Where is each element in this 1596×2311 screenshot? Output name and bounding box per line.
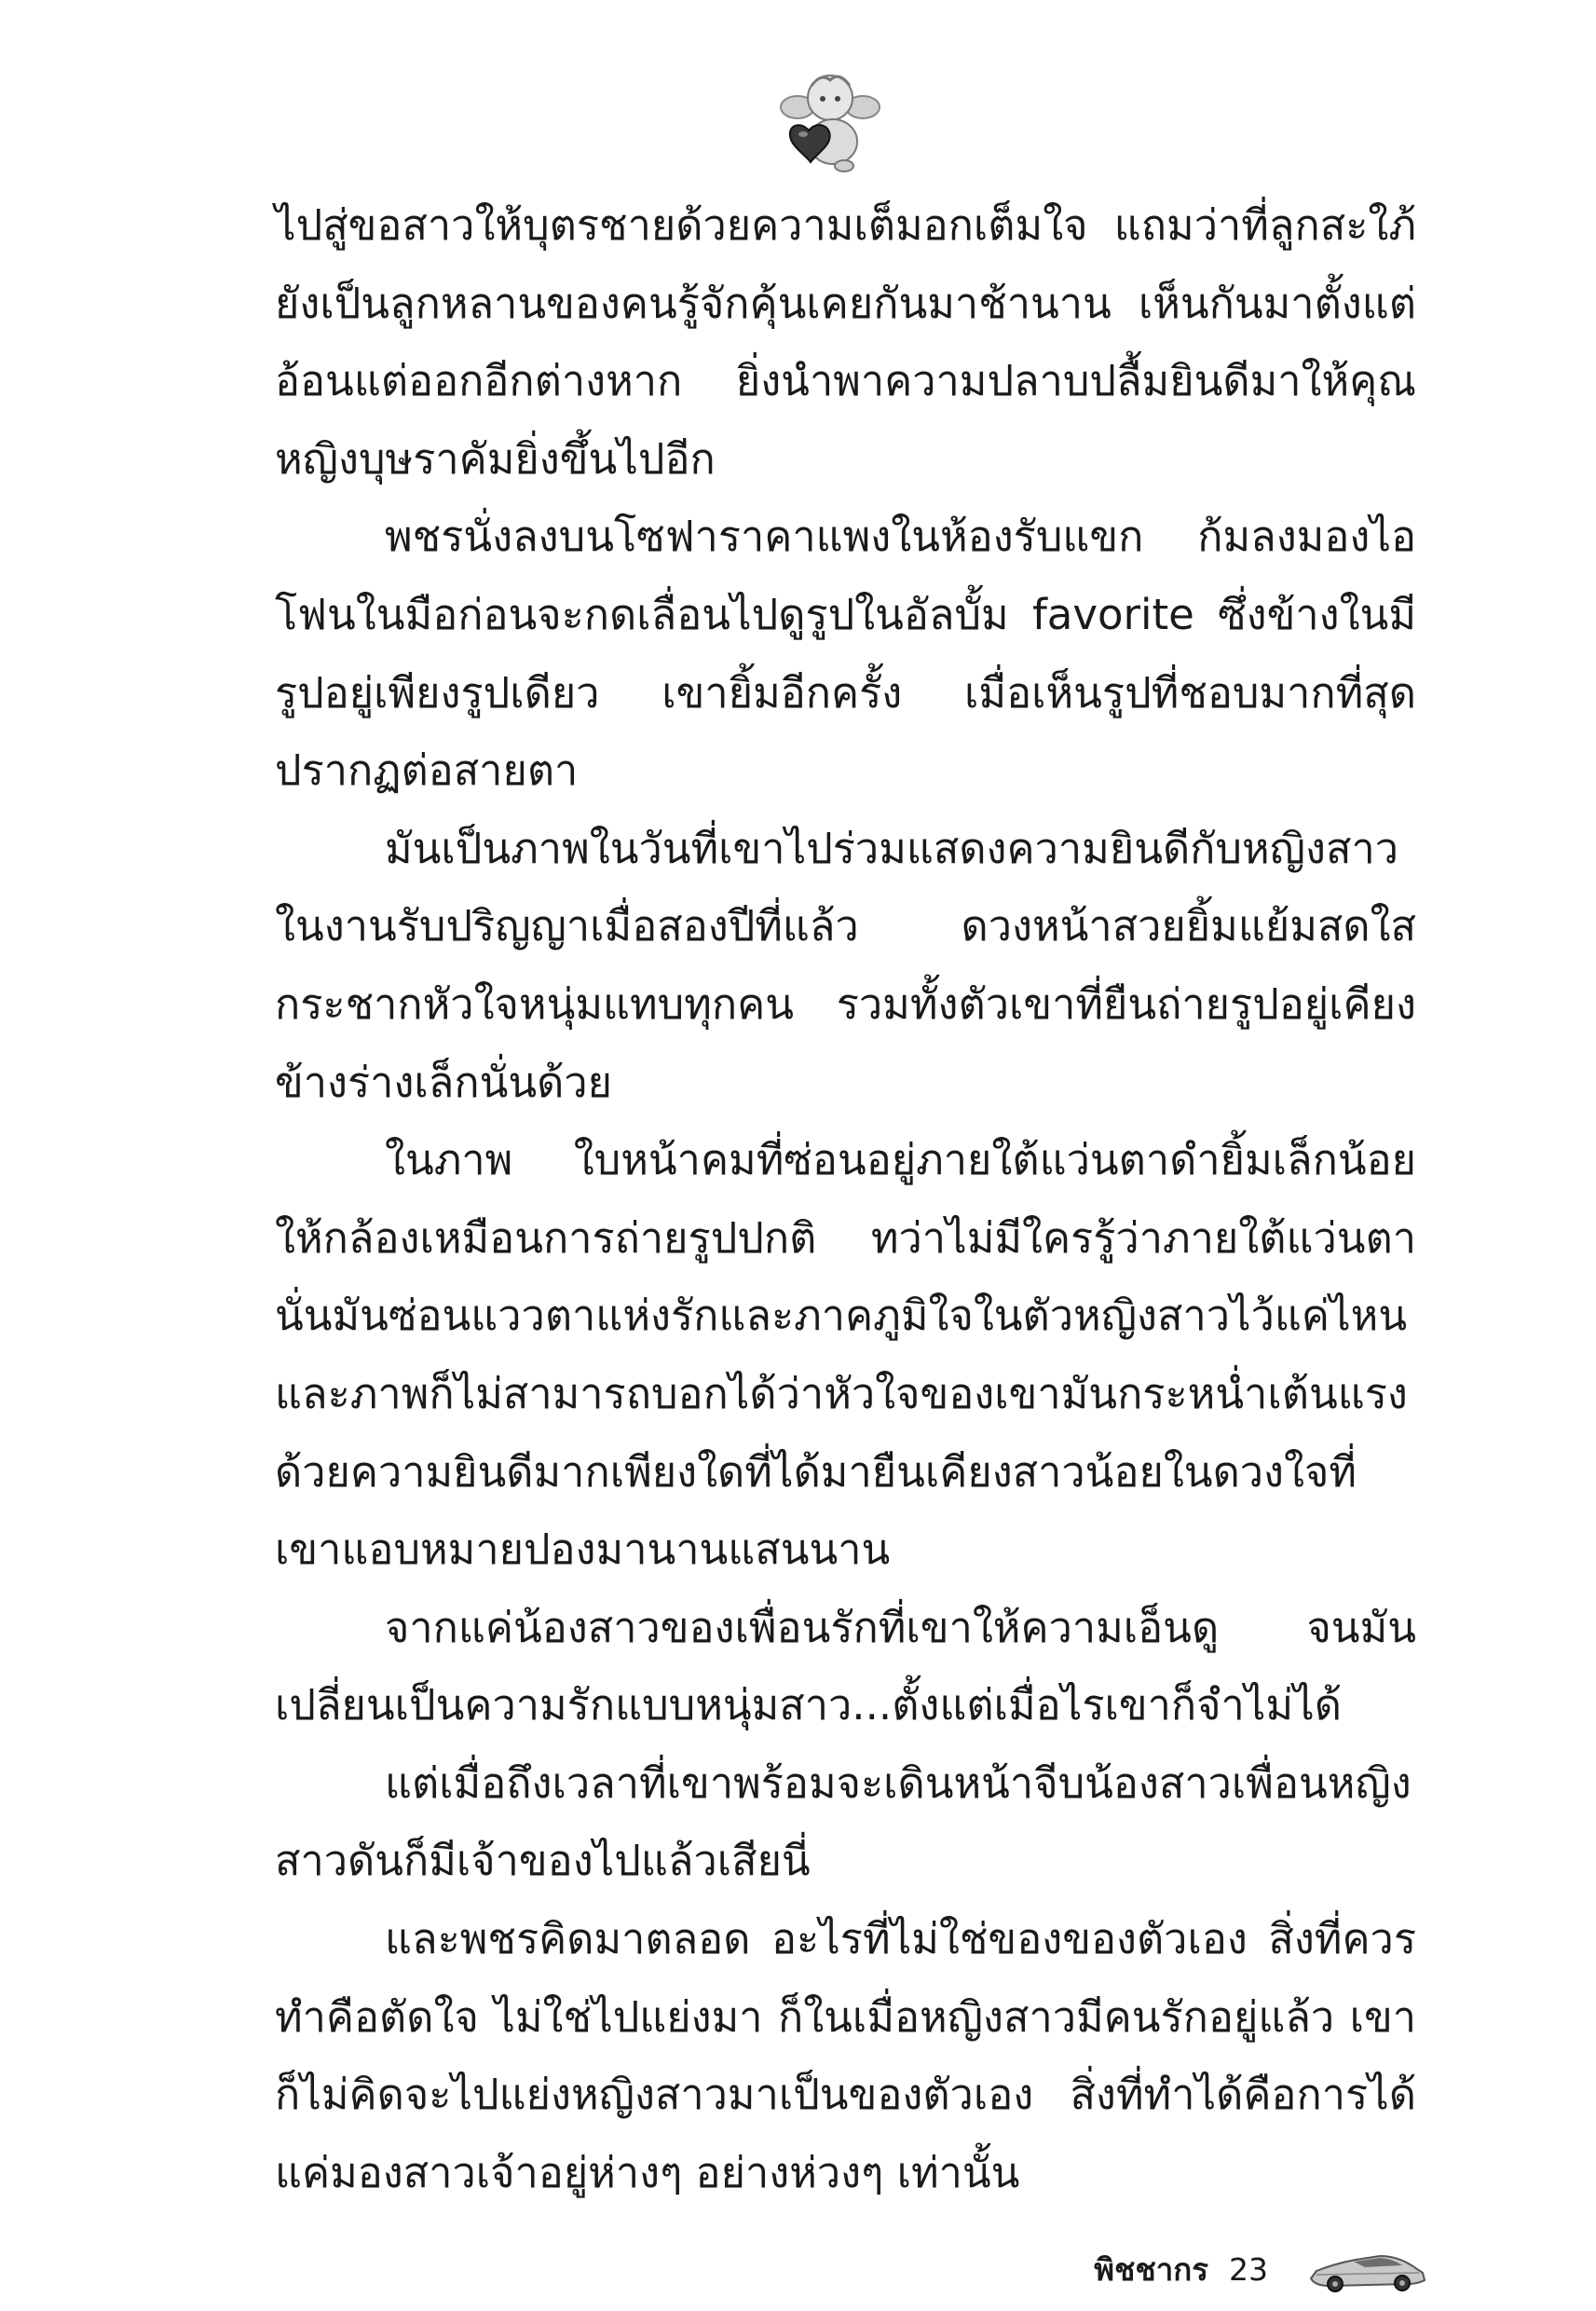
paragraph-3: มันเป็นภาพในวันที่เขาไปร่วมแสดงความยินดีกับหญิงสาวในงานรับปริญญาเมื่อสองปีที่แล้ว ดวงหน้าสวยยิ้มแย้มสดใสกระชากหัวใจหนุ่มแทบทุกคน รวมทั้งตัวเขาที่ยืนถ่ายรูปอยู่เคียงข้างร่างเล็กนั่นด้วย — [275, 823, 1416, 1107]
page-number: 23 — [1229, 2250, 1268, 2288]
paragraph-2: พชรนั่งลงบนโซฟาราคาแพงในห้องรับแขก ก้มลงมองไอโฟนในมือก่อนจะกดเลื่อนไปดูรูปในอัลบั้ม favorite ซึ่งข้างในมีรูปอยู่เพียงรูปเดียว เขายิ้มอีกครั้ง เมื่อเห็นรูปที่ชอบมากที่สุดปรากฏต่อสายตา — [275, 512, 1416, 796]
paragraph-1: ไปสู่ขอสาวให้บุตรชายด้วยความเต็มอกเต็มใจ แถมว่าที่ลูกสะใภ้ยังเป็นลูกหลานของคนรู้จักคุ้นเคยกันมาช้านาน เห็นกันมาตั้งแต่อ้อนแต่ออกอีกต่างหาก ยิ่งนำพาความปลาบปลื้มยินดีมาให้คุณหญิงบุษราคัมยิ่งขึ้นไปอีก — [275, 200, 1416, 484]
author-name: พิชชากร — [1094, 2250, 1208, 2288]
chapter-text — [275, 186, 1416, 2211]
paragraph-6: แต่เมื่อถึงเวลาที่เขาพร้อมจะเดินหน้าจีบน้องสาวเพื่อนหญิงสาวดันก็มีเจ้าของไปแล้วเสียนี่ — [275, 1757, 1412, 1886]
cupid-heart-icon — [779, 65, 881, 177]
sports-car-icon — [1307, 2245, 1428, 2293]
paragraph-7: และพชรคิดมาตลอด อะไรที่ไม่ใช่ของของตัวเอง สิ่งที่ควรทำคือตัดใจ ไม่ใช่ไปแย่งมา ก็ในเมื่อหญิงสาวมีคนรักอยู่แล้ว เขาก็ไม่คิดจะไปแย่งหญิงสาวมาเป็นของตัวเอง สิ่งที่ทำได้คือการได้แค่มองสาวเจ้าอยู่ห่างๆ อย่างห่วงๆ เท่านั้น — [275, 1914, 1416, 2197]
paragraph-4: ในภาพ ใบหน้าคมที่ซ่อนอยู่ภายใต้แว่นตาดำยิ้มเล็กน้อยให้กล้องเหมือนการถ่ายรูปปกติ ทว่าไม่มีใครรู้ว่าภายใต้แว่นตานั่นมันซ่อนแววตาแห่งรักและภาคภูมิใจในตัวหญิงสาวไว้แค่ไหน และภาพก็ไม่สามารถบอกได้ว่าหัวใจของเขามันกระหน่ำเต้นแรงด้วยความยินดีมากเพียงใดที่ได้มายืนเคียงสาวน้อยในดวงใจที่เขาแอบหมายปองมานานแสนนาน — [275, 1135, 1416, 1575]
paragraph-5: จากแค่น้องสาวของเพื่อนรักที่เขาให้ความเอ็นดู จนมันเปลี่ยนเป็นความรักแบบหนุ่มสาว...ตั้งแต่เมื่อไรเขาก็จำไม่ได้ — [275, 1602, 1416, 1730]
page-footer — [1094, 2232, 1428, 2306]
